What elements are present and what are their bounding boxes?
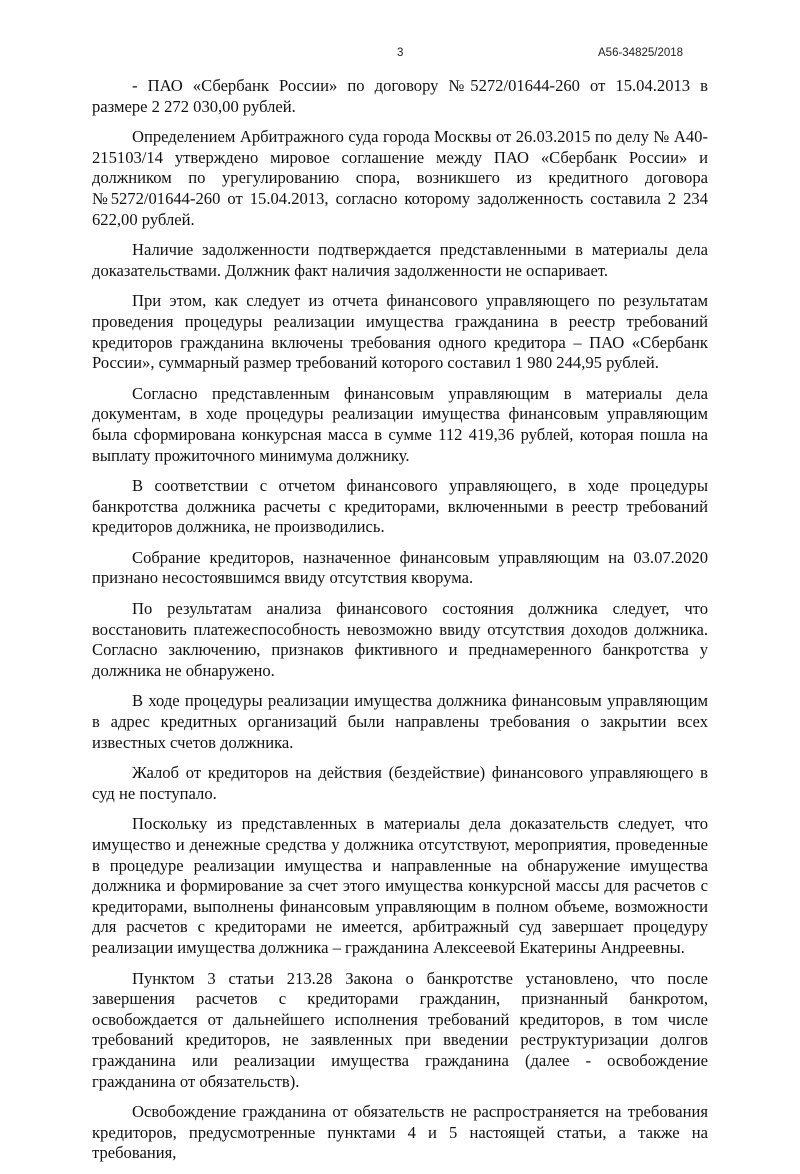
page-header — [0, 47, 800, 65]
paragraph-account-closure: В ходе процедуры реализации имущества должника финансовым управляющим в адрес кредитных организаций были направлены требования о закрытии всех известных счетов должника. — [92, 691, 708, 752]
paragraph-settlement-agreement: Определением Арбитражного суда города Москвы от 26.03.2015 по делу № А40-215103/14 утверждено мировое соглашение между ПАО «Сбербанк России» и должником по урегулированию спора, возникшего из кредитного договора №5272/01644-260 от 15.04.2013, согласно которому задолженность составила 2 234 622,00 рублей. — [92, 127, 708, 229]
paragraph-procedure-completion: Поскольку из представленных в материалы дела доказательств следует, что имущество и денежные средства у должника отсутствуют, мероприятия, проведенные в процедуре реализации имущества и направленные на обнаружение имущества должника и формирование за счет этого имущества конкурсной массы для расчетов с кредиторами, выполнены финансовым управляющим в полном объеме, возможности для расчетов с кредиторами не имеется, арбитражный суд завершает процедуру реализации имущества должника – гражданина Алексеевой Екатерины Андреевны. — [92, 814, 708, 957]
paragraph-debt-confirmation: Наличие задолженности подтверждается представленными в материалы дела доказательствами. Должник факт наличия задолженности не оспаривает. — [92, 240, 708, 280]
case-number: А56-34825/2018 — [598, 47, 684, 59]
paragraph-no-complaints: Жалоб от кредиторов на действия (бездействие) финансового управляющего в суд не поступало. — [92, 763, 708, 803]
document-body — [92, 76, 708, 1174]
paragraph-creditor-register: При этом, как следует из отчета финансового управляющего по результатам проведения процедуры реализации имущества гражданина в реестр требований кредиторов гражданина включены требования одного кредитора – ПАО «Сбербанк России», суммарный размер требований которого составил 1 980 244,95 рублей. — [92, 291, 708, 373]
paragraph-creditors-meeting: Собрание кредиторов, назначенное финансовым управляющим на 03.07.2020 признано несостоявшимся ввиду отсутствия кворума. — [92, 547, 708, 588]
paragraph-financial-analysis: По результатам анализа финансового состояния должника следует, что восстановить платежеспособность невозможно ввиду отсутствия доходов должника. Согласно заключению, признаков фиктивного и преднамеренного банкротства у должника не обнаружено. — [92, 599, 708, 680]
page-number: 3 — [397, 47, 404, 59]
paragraph-creditor-claim: - ПАО «Сбербанк России» по договору №5272/01644-260 от 15.04.2013 в размере 2 272 030,00 рублей. — [92, 76, 708, 116]
paragraph-settlements: В соответствии с отчетом финансового управляющего, в ходе процедуры банкротства должника расчеты с кредиторами, включенными в реестр требований кредиторов должника, не производились. — [92, 476, 708, 537]
paragraph-law-article: Пунктом 3 статьи 213.28 Закона о банкротстве установлено, что после завершения расчетов с кредиторами гражданин, признанный банкротом, освобождается от дальнейшего исполнения требований кредиторов, в том числе требований кредиторов, не заявленных при введении реструктуризации долгов гражданина или реализации имущества гражданина (далее - освобождение гражданина от обязательств). — [92, 968, 708, 1091]
paragraph-release-exceptions: Освобождение гражданина от обязательств не распространяется на требования кредиторов, предусмотренные пунктами 4 и 5 настоящей статьи, а также на требования, — [92, 1102, 708, 1163]
paragraph-bankruptcy-estate: Согласно представленным финансовым управляющим в материалы дела документам, в ходе процедуры реализации имущества финансовым управляющим была сформирована конкурсная масса в сумме 112 419,36 рублей, которая пошла на выплату прожиточного минимума должнику. — [92, 383, 708, 465]
